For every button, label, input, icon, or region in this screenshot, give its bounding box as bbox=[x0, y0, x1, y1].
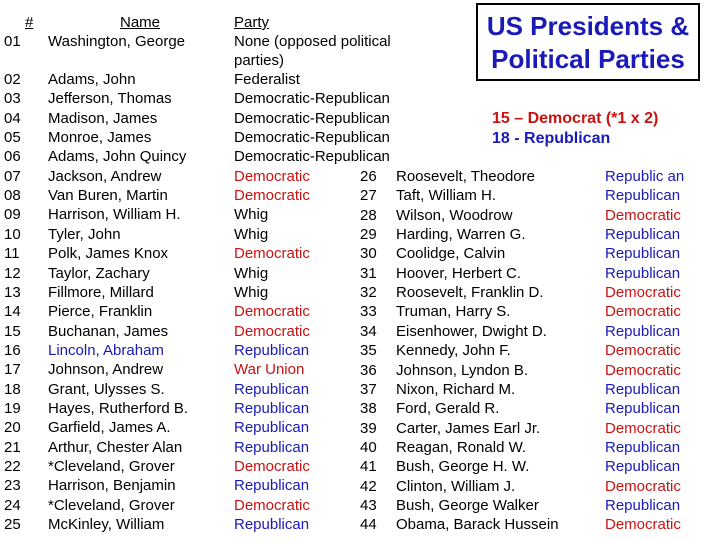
row-number: 15 bbox=[4, 322, 21, 340]
party-label: Republican bbox=[234, 399, 310, 417]
row-number: 16 bbox=[4, 341, 21, 359]
president-name: Hoover, Herbert C. bbox=[396, 264, 522, 282]
party-label: Republican bbox=[605, 458, 681, 476]
president-name: Garfield, James A. bbox=[48, 419, 171, 437]
president-name: Ford, Gerald R. bbox=[396, 400, 500, 418]
party-label: Democratic bbox=[605, 342, 681, 360]
president-name: Hayes, Rutherford B. bbox=[48, 399, 189, 417]
legend-democrat: 15 – Democrat (*1 x 2) bbox=[492, 110, 659, 127]
row-number: 04 bbox=[4, 109, 21, 127]
party-label: Whig bbox=[234, 283, 269, 301]
party-label: Republican bbox=[605, 245, 681, 263]
president-name: Harrison, William H. bbox=[48, 206, 181, 224]
party-label: Democratic bbox=[605, 303, 681, 321]
president-name: McKinley, William bbox=[48, 516, 165, 534]
header-name: Name bbox=[120, 14, 161, 31]
row-number: 42 bbox=[360, 477, 377, 495]
row-number: 36 bbox=[360, 361, 377, 379]
party-label: Republican bbox=[605, 400, 681, 418]
header-num: # bbox=[25, 14, 34, 31]
row-number: 08 bbox=[4, 187, 21, 205]
president-name: Reagan, Ronald W. bbox=[396, 438, 527, 456]
row-number: 41 bbox=[360, 458, 377, 476]
president-name: Coolidge, Calvin bbox=[396, 245, 506, 263]
president-name: Buchanan, James bbox=[48, 322, 169, 340]
row-number: 31 bbox=[360, 264, 377, 282]
party-label: Republican bbox=[605, 496, 681, 514]
party-label: Republican bbox=[605, 322, 681, 340]
party-label: Republican bbox=[605, 380, 681, 398]
president-name: Bush, George Walker bbox=[396, 496, 539, 514]
row-number: 44 bbox=[360, 516, 377, 534]
president-name: Obama, Barack Hussein bbox=[396, 516, 559, 534]
row-number: 35 bbox=[360, 342, 377, 360]
row-number: 19 bbox=[4, 399, 21, 417]
president-name: Harrison, Benjamin bbox=[48, 477, 176, 495]
party-label: Democratic bbox=[234, 322, 310, 340]
party-label: Republican bbox=[605, 438, 681, 456]
party-label: Democratic-Republican bbox=[234, 129, 390, 147]
row-number: 33 bbox=[360, 303, 377, 321]
party-label: Democratic bbox=[234, 458, 310, 475]
row-number: 43 bbox=[360, 496, 377, 514]
party-label: Republican bbox=[234, 380, 310, 398]
president-name: Grant, Ulysses S. bbox=[48, 380, 165, 398]
party-label: Republican bbox=[605, 187, 681, 205]
party-label: War Union bbox=[234, 361, 305, 379]
president-name: Roosevelt, Theodore bbox=[396, 168, 535, 185]
president-name: Roosevelt, Franklin D. bbox=[396, 284, 544, 302]
president-name: Monroe, James bbox=[48, 129, 152, 147]
row-number: 24 bbox=[4, 496, 21, 514]
row-number: 39 bbox=[360, 419, 377, 437]
party-label: Republican bbox=[234, 341, 310, 359]
title-line-1: US Presidents & bbox=[486, 11, 690, 41]
row-number: 20 bbox=[4, 419, 21, 437]
row-number: 30 bbox=[360, 245, 377, 263]
president-name: Tyler, John bbox=[48, 225, 121, 243]
row-number: 13 bbox=[4, 283, 21, 301]
president-name: Harding, Warren G. bbox=[396, 226, 526, 244]
president-name: Polk, James Knox bbox=[48, 245, 169, 263]
president-name: Eisenhower, Dwight D. bbox=[396, 322, 547, 340]
row-number: 12 bbox=[4, 264, 21, 282]
row-number: 10 bbox=[4, 225, 21, 243]
party-label: Democratic bbox=[605, 419, 681, 437]
party-label: Democratic bbox=[605, 361, 681, 379]
row-number: 06 bbox=[4, 148, 21, 166]
president-name: Taft, William H. bbox=[396, 187, 497, 205]
president-name: Fillmore, Millard bbox=[48, 283, 154, 301]
president-name: Arthur, Chester Alan bbox=[48, 438, 183, 456]
president-name: Pierce, Franklin bbox=[48, 303, 153, 321]
row-number: 26 bbox=[360, 168, 377, 185]
party-label: Republican bbox=[234, 516, 310, 534]
party-label: Whig bbox=[234, 225, 269, 243]
party-label: Democratic-Republican bbox=[234, 109, 390, 127]
president-name: Wilson, Woodrow bbox=[396, 206, 513, 224]
row-number: 27 bbox=[360, 187, 377, 205]
party-label: Democratic bbox=[605, 516, 681, 534]
title-line-2: Political Parties bbox=[491, 44, 685, 74]
president-name: Carter, James Earl Jr. bbox=[396, 419, 541, 437]
row-number: 17 bbox=[4, 361, 21, 379]
party-label: Democratic bbox=[234, 167, 310, 185]
row-number: 22 bbox=[4, 458, 21, 475]
row-number: 23 bbox=[4, 477, 21, 495]
party-label: Federalist bbox=[234, 71, 300, 88]
party-label: Democratic bbox=[605, 284, 681, 302]
party-label: Democratic bbox=[605, 477, 681, 495]
party-label: None (opposed political bbox=[234, 33, 391, 50]
party-label: Whig bbox=[234, 264, 269, 282]
row-number: 25 bbox=[4, 516, 21, 534]
president-name: Bush, George H. W. bbox=[396, 458, 530, 476]
party-label: Republican bbox=[234, 438, 310, 456]
row-number: 03 bbox=[4, 90, 21, 108]
party-label: Democratic-Republican bbox=[234, 148, 390, 166]
president-name: Johnson, Lyndon B. bbox=[396, 361, 529, 379]
row-number: 34 bbox=[360, 322, 377, 340]
president-name: Adams, John bbox=[48, 71, 136, 88]
row-number: 09 bbox=[4, 206, 21, 224]
row-number: 32 bbox=[360, 284, 377, 302]
president-name: *Cleveland, Grover bbox=[48, 496, 175, 514]
president-name: Jackson, Andrew bbox=[48, 167, 162, 185]
row-number: 02 bbox=[4, 71, 21, 88]
legend-republican: 18 - Republican bbox=[492, 130, 611, 147]
president-name: Washington, George bbox=[48, 33, 186, 50]
row-number: 14 bbox=[4, 303, 21, 321]
party-label: Republican bbox=[605, 226, 681, 244]
president-name: Nixon, Richard M. bbox=[396, 380, 516, 398]
party-label: Republic an bbox=[605, 168, 685, 185]
president-name: Kennedy, John F. bbox=[396, 342, 511, 360]
president-name: Johnson, Andrew bbox=[48, 361, 164, 379]
party-label-continued: parties) bbox=[234, 52, 285, 69]
president-name: Jefferson, Thomas bbox=[48, 90, 172, 108]
president-name: Truman, Harry S. bbox=[396, 303, 511, 321]
row-number: 29 bbox=[360, 226, 377, 244]
row-number: 37 bbox=[360, 380, 377, 398]
president-name: Clinton, William J. bbox=[396, 477, 516, 495]
president-name: Adams, John Quincy bbox=[48, 148, 187, 166]
row-number: 11 bbox=[4, 245, 20, 263]
party-label: Democratic-Republican bbox=[234, 90, 390, 108]
row-number: 28 bbox=[360, 206, 377, 224]
president-name: Taylor, Zachary bbox=[48, 264, 150, 282]
party-label: Republican bbox=[234, 419, 310, 437]
party-label: Democratic bbox=[605, 206, 681, 224]
president-name: *Cleveland, Grover bbox=[48, 458, 175, 475]
row-number: 21 bbox=[4, 438, 21, 456]
president-name: Madison, James bbox=[48, 109, 158, 127]
party-label: Democratic bbox=[234, 303, 310, 321]
row-number: 38 bbox=[360, 400, 377, 418]
party-label: Democratic bbox=[234, 496, 310, 514]
row-number: 07 bbox=[4, 167, 21, 185]
party-label: Democratic bbox=[234, 187, 310, 205]
party-label: Democratic bbox=[234, 245, 310, 263]
party-label: Republican bbox=[234, 477, 310, 495]
row-number: 05 bbox=[4, 129, 21, 147]
party-label: Whig bbox=[234, 206, 269, 224]
row-number: 40 bbox=[360, 438, 377, 456]
party-label: Republican bbox=[605, 264, 681, 282]
row-number: 18 bbox=[4, 380, 21, 398]
president-name: Lincoln, Abraham bbox=[48, 341, 164, 359]
president-name: Van Buren, Martin bbox=[48, 187, 168, 205]
row-number: 01 bbox=[4, 33, 21, 50]
title-box bbox=[476, 3, 700, 81]
header-party: Party bbox=[234, 14, 270, 31]
